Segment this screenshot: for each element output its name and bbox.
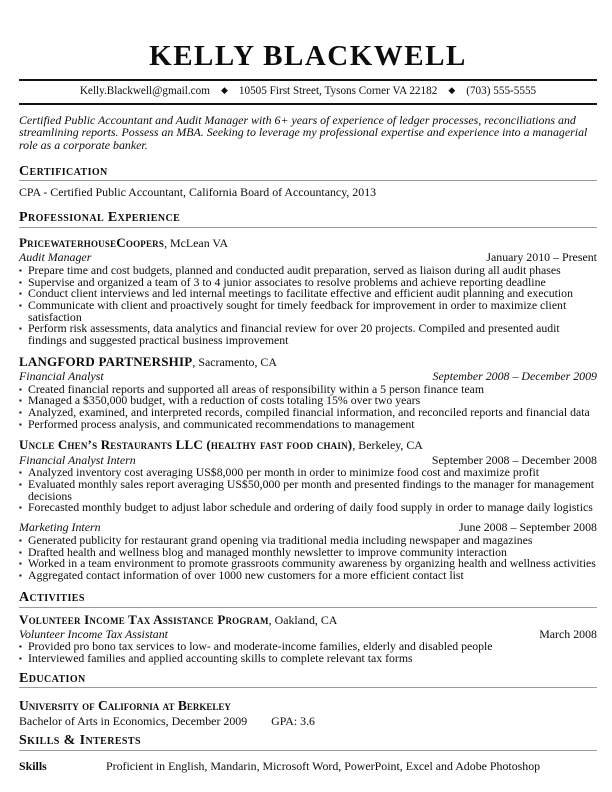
section-certification-title: Certification — [19, 164, 597, 182]
bullet-item: ▪ Aggregated contact information of over 1000 new customers for a more efficient contact list — [19, 570, 597, 582]
contact-address: 10505 First Street, Tysons Corner VA 22182 — [238, 85, 438, 98]
company-name: Uncle Chen’s Restaurants LLC (healthy fast food chain) — [19, 437, 353, 453]
section-activities-title: Activities — [19, 590, 597, 608]
role-title: Financial Analyst Intern — [19, 452, 136, 467]
organization-location: , Oakland, CA — [268, 612, 338, 627]
company-line — [19, 438, 597, 452]
summary-text: Certified Public Accountant and Audit Manager with 6+ years of experience of ledger processes, reconciliations and streamlining reports. Possess an MBA. Seeking to leverage my professional expertise and experience into a managerial role as a corporate banker. — [19, 112, 588, 152]
role-line — [19, 251, 597, 264]
job-block — [19, 438, 597, 581]
section-experience-title: Professional Experience — [19, 210, 597, 228]
bullet-item: ▪ Communicate with client and proactively sought for timely feedback for improvement in order to maximize client satisfaction — [19, 300, 597, 323]
diamond-icon: ◆ — [448, 84, 456, 95]
bullet-item: ▪ Prepare time and cost budgets, planned and conducted audit preparation, served as liaison during all audit phases — [19, 265, 597, 277]
bullet-list — [19, 467, 597, 514]
job-block — [19, 355, 597, 431]
bullet-item: ▪ Drafted health and wellness blog and managed monthly newsletter to improve community interaction — [19, 547, 597, 559]
activities-block — [19, 613, 597, 665]
company-location: , Sacramento, CA — [192, 354, 277, 369]
company-line — [19, 355, 597, 369]
role-line — [19, 370, 597, 383]
role-date: March 2008 — [539, 626, 597, 641]
company-location: , Berkeley, CA — [352, 438, 423, 453]
bullet-item: ▪ Conduct client interviews and led internal meetings to facilitate effective and efficient audit planning and execution — [19, 288, 597, 300]
resume-name: KELLY BLACKWELL — [149, 40, 467, 72]
bullet-item: ▪ Provided pro bono tax services to low- and moderate-income families, elderly and disabled people — [19, 641, 597, 653]
bullet-item: ▪ Analyzed, examined, and interpreted records, compiled financial information, and reconciled reports and financial data — [19, 407, 597, 419]
company-name: LANGFORD PARTNERSHIP — [19, 353, 193, 369]
bullet-item: ▪ Evaluated monthly sales report averaging US$50,000 per month and presented findings to the manager for management decisions — [19, 479, 597, 502]
bullet-item: ▪ Interviewed families and applied accounting skills to complete relevant tax forms — [19, 653, 597, 665]
section-education-title: Education — [19, 671, 597, 689]
contact-email: Kelly.Blackwell@gmail.com — [79, 85, 210, 98]
bullet-item: ▪ Performed process analysis, and communicated recommendations to management — [19, 419, 597, 431]
role-title: Financial Analyst — [19, 368, 104, 383]
organization-line — [19, 613, 597, 627]
bullet-item: ▪ Forecasted monthly budget to adjust labor schedule and ordering of daily food supply in order to manage daily logistics — [19, 502, 597, 514]
bullet-item: ▪ Managed a $350,000 budget, with a reduction of costs totaling 15% over two years — [19, 395, 597, 407]
role-block — [19, 251, 597, 347]
bullet-item: ▪ Supervise and organized a team of 3 to 4 junior associates to resolve problems and achieve reporting deadline — [19, 277, 597, 289]
role-title: Volunteer Income Tax Assistant — [19, 626, 168, 641]
role-date: January 2010 – Present — [486, 250, 597, 265]
bullet-item: ▪ Generated publicity for restaurant grand opening via traditional media including newspaper and magazines — [19, 535, 597, 547]
contact-line — [19, 81, 597, 102]
company-location: , McLean VA — [164, 236, 229, 250]
job-block — [19, 236, 597, 347]
bullet-list — [19, 641, 597, 664]
role-title: Marketing Intern — [19, 520, 101, 535]
diamond-icon: ◆ — [220, 84, 228, 95]
role-date: September 2008 – December 2008 — [431, 452, 597, 467]
role-date: September 2008 – December 2009 — [432, 368, 597, 383]
company-name: PricewaterhouseCoopers — [19, 235, 165, 250]
bullet-item: ▪ Created financial reports and supported all areas of responsibility within a 5 person finance team — [19, 384, 597, 396]
section-skills-title: Skills & Interests — [19, 733, 597, 751]
bullet-item: ▪ Perform risk assessments, data analytics and financial review for over 20 projects. Compiled and presented audit findings and suggested practical business improvement — [19, 323, 597, 346]
role-date: June 2008 – September 2008 — [458, 520, 597, 535]
role-block — [19, 454, 597, 515]
organization-name: Volunteer Income Tax Assistance Program — [19, 611, 269, 627]
contact-phone: (703) 555-5555 — [466, 85, 537, 98]
bullet-list — [19, 262, 597, 348]
education-degree-line — [19, 715, 597, 728]
education-school: University of California at Berkeley — [19, 698, 231, 714]
role-block — [19, 370, 597, 431]
bullet-item: ▪ Worked in a team environment to promote grassroots community awareness by organizing health and wellness activities — [19, 558, 597, 570]
role-title: Audit Manager — [19, 250, 92, 265]
skills-line — [19, 760, 597, 773]
company-line — [19, 236, 597, 250]
header-rule-bottom — [19, 103, 597, 105]
skills-text: Proficient in English, Mandarin, Microsoft Word, PowerPoint, Excel and Adobe Photoshop — [106, 759, 541, 774]
bullet-list — [19, 535, 597, 582]
education-gpa: GPA: 3.6 — [271, 714, 316, 729]
skills-label: Skills — [19, 759, 47, 774]
bullet-list — [19, 381, 597, 431]
bullet-item: ▪ Analyzed inventory cost averaging US$8,000 per month in order to minimize food cost and maximize profit — [19, 467, 597, 479]
certification-body: CPA - Certified Public Accountant, California Board of Accountancy, 2013 — [19, 185, 377, 200]
role-block — [19, 521, 597, 582]
education-degree: Bachelor of Arts in Economics, December 2009 — [19, 714, 248, 729]
